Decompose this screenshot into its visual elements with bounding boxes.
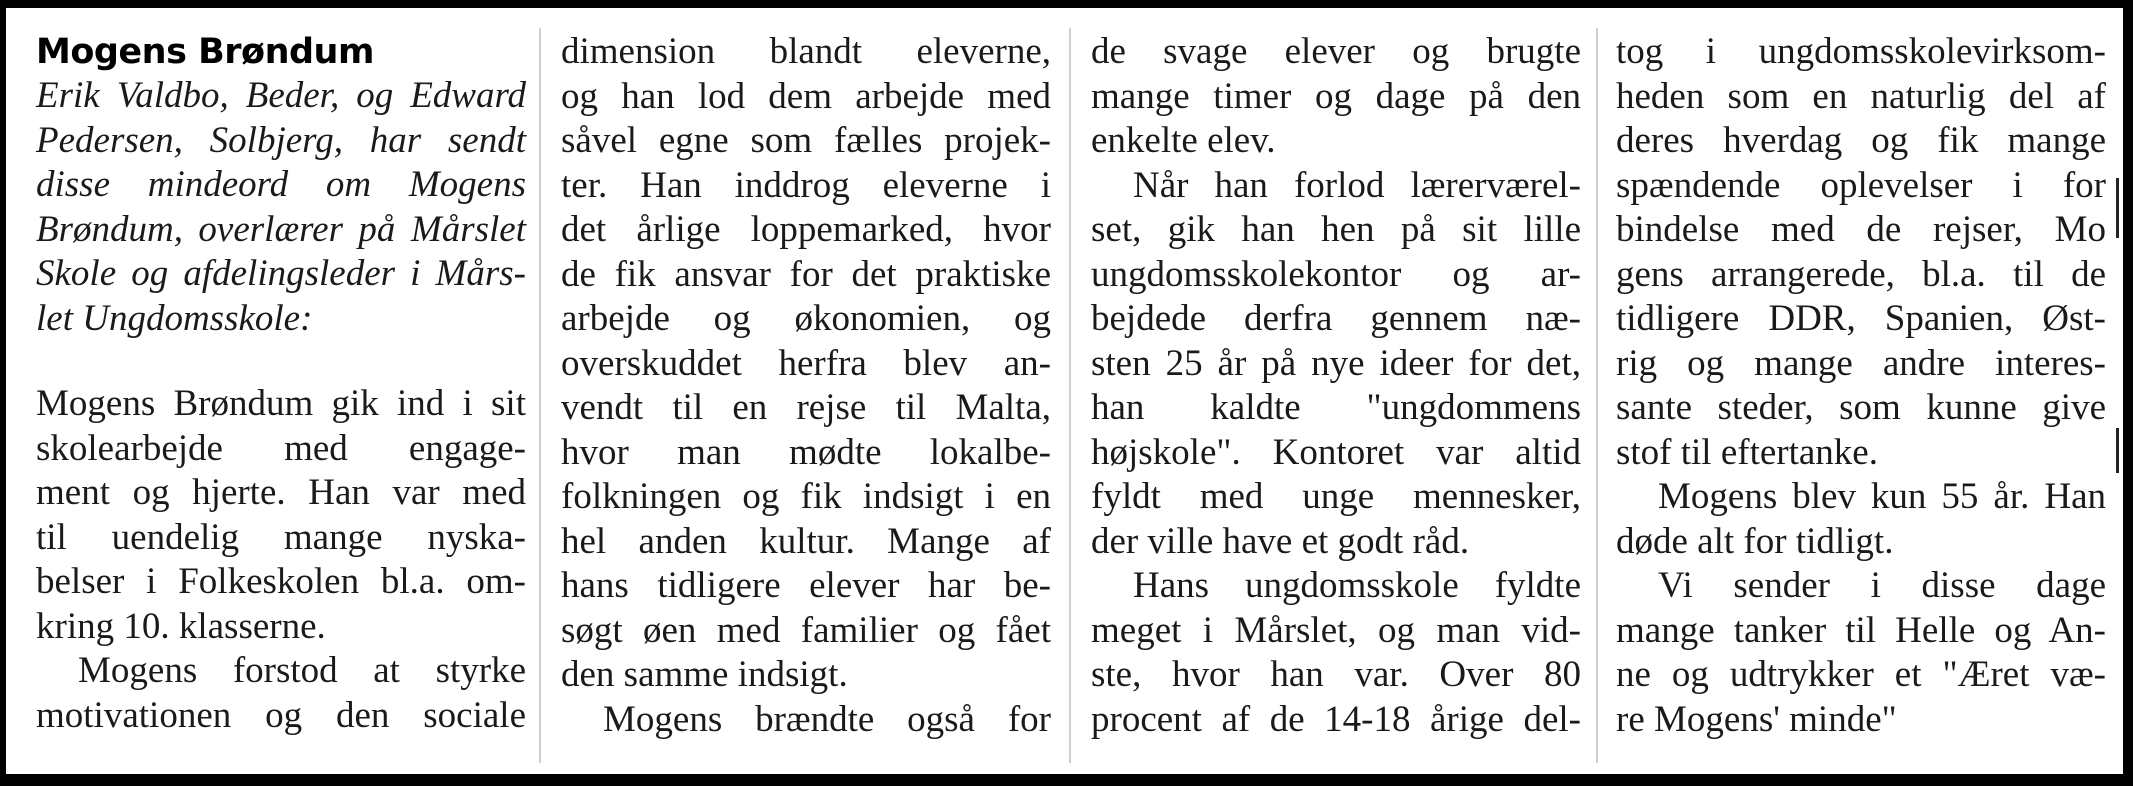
- text-line: heden som en naturlig del af: [1616, 75, 2106, 117]
- text-line: ste, hvor han var. Over 80: [1091, 654, 1581, 695]
- text-line: ungdomsskolekontor og ar-: [1091, 253, 1581, 295]
- text-line: stof til eftertanke.: [1616, 431, 1878, 473]
- intro-line: disse mindeord om Mogens: [36, 164, 526, 205]
- text-line: meget i Mårslet, og man vid-: [1091, 609, 1581, 651]
- text-line: ne og udtrykker et "Æret væ-: [1616, 654, 2106, 695]
- text-line: hans tidligere elever har be-: [561, 565, 1051, 606]
- text-line: re Mogens' minde": [1616, 698, 1897, 740]
- text-line: og han lod dem arbejde med: [561, 75, 1051, 117]
- text-line: højskole". Kontoret var altid: [1091, 431, 1581, 473]
- text-line: overskuddet herfra blev an-: [561, 342, 1051, 384]
- text-line: de fik ansvar for det praktiske: [561, 253, 1051, 295]
- intro-line: Skole og afdelingsleder i Mårs-: [36, 253, 526, 294]
- text-line: sante steder, som kunne give: [1616, 387, 2106, 428]
- column-3: [1091, 30, 1581, 770]
- column-2: [561, 30, 1051, 770]
- paragraph-gap: [36, 341, 526, 382]
- text-line: ter. Han inddrog eleverne i: [561, 164, 1051, 206]
- text-line: søgt øen med familier og fået: [561, 609, 1051, 651]
- text-line: enkelte elev.: [1091, 120, 1276, 161]
- column-divider: [1069, 28, 1071, 763]
- text-line: han kaldte "ungdommens: [1091, 387, 1581, 428]
- text-line: rig og mange andre interes-: [1616, 342, 2106, 384]
- text-line: mange timer og dage på den: [1091, 75, 1581, 117]
- column-divider: [539, 28, 541, 763]
- text-line: Vi sender i disse dage: [1658, 565, 2106, 606]
- text-line: den samme indsigt.: [561, 654, 848, 695]
- text-line: set, gik han hen på sit lille: [1091, 209, 1581, 250]
- text-line: sten 25 år på nye ideer for det,: [1091, 342, 1581, 384]
- text-line: bejdede derfra gennem næ-: [1091, 298, 1581, 339]
- text-line: gens arrangerede, bl.a. til de: [1616, 253, 2106, 295]
- text-line: såvel egne som fælles projek-: [561, 120, 1051, 161]
- text-line: ment og hjerte. Han var med: [36, 472, 526, 513]
- body-paragraph: [36, 382, 526, 738]
- text-line: Hans ungdomsskole fyldte: [1133, 565, 1581, 606]
- article-headline: Mogens Brøndum: [36, 32, 374, 72]
- column-divider: [1596, 28, 1598, 763]
- text-line: folkningen og fik indsigt i en: [561, 476, 1051, 517]
- text-line: tog i ungdomsskolevirksom-: [1616, 31, 2106, 72]
- text-line: Mogens Brøndum gik ind i sit: [36, 383, 526, 424]
- text-line: procent af de 14-18 årige del-: [1091, 698, 1581, 740]
- intro-paragraph: [36, 74, 526, 341]
- text-line: Mogens forstod at styrke: [78, 650, 526, 691]
- text-line: belser i Folkeskolen bl.a. om-: [36, 561, 526, 602]
- text-line: Når han forlod lærerværel-: [1133, 164, 1581, 206]
- text-line: bindelse med de rejser, Mo: [1616, 209, 2106, 250]
- scan-edge-mark: [2116, 178, 2119, 238]
- intro-line: Brøndum, overlærer på Mårslet: [36, 208, 526, 250]
- text-line: skolearbejde med engage-: [36, 427, 526, 469]
- text-line: de svage elever og brugte: [1091, 31, 1581, 72]
- scan-edge-mark: [2116, 428, 2119, 473]
- text-line: arbejde og økonomien, og: [561, 298, 1051, 339]
- text-line: tidligere DDR, Spanien, Øst-: [1616, 298, 2106, 339]
- text-line: motivationen og den sociale: [36, 694, 526, 736]
- text-line: der ville have et godt råd.: [1091, 520, 1470, 562]
- text-line: døde alt for tidligt.: [1616, 520, 1894, 562]
- intro-line: let Ungdomsskole:: [36, 297, 313, 339]
- text-line: Mogens brændte også for: [603, 698, 1051, 740]
- text-line: spændende oplevelser i for: [1616, 164, 2106, 206]
- text-line: Mogens blev kun 55 år. Han: [1658, 476, 2106, 517]
- column-1: [36, 30, 526, 770]
- text-line: hvor man mødte lokalbe-: [561, 431, 1051, 473]
- text-line: vendt til en rejse til Malta,: [561, 387, 1051, 428]
- text-line: hel anden kultur. Mange af: [561, 520, 1051, 562]
- column-4: [1616, 30, 2106, 770]
- text-line: til uendelig mange nyska-: [36, 516, 526, 558]
- text-line: fyldt med unge mennesker,: [1091, 476, 1581, 517]
- intro-line: Pedersen, Solbjerg, har sendt: [36, 119, 526, 161]
- text-line: kring 10. klasserne.: [36, 605, 326, 647]
- text-line: det årlige loppemarked, hvor: [561, 209, 1051, 250]
- intro-line: Erik Valdbo, Beder, og Edward: [36, 75, 526, 116]
- text-line: dimension blandt eleverne,: [561, 31, 1051, 72]
- text-line: mange tanker til Helle og An-: [1616, 609, 2106, 651]
- text-line: deres hverdag og fik mange: [1616, 120, 2106, 161]
